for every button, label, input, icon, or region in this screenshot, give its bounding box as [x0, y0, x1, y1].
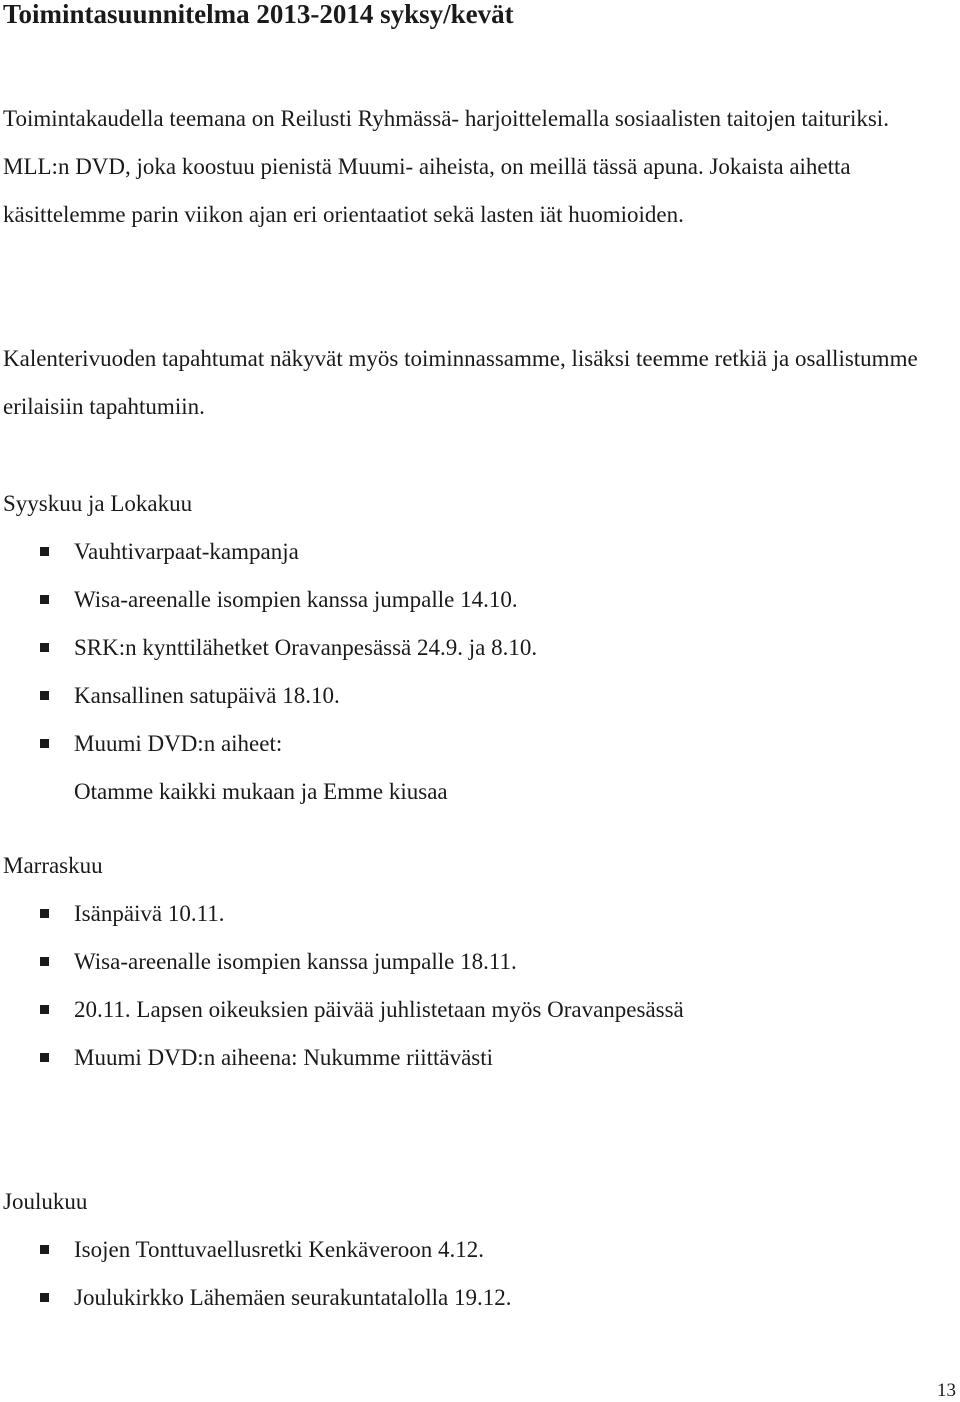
list-item-continuation: Otamme kaikki mukaan ja Emme kiusaa — [74, 779, 448, 804]
list-item — [0, 728, 448, 776]
list-item-text: Isojen Tonttuvaellusretki Kenkäveroon 4.12. — [74, 1237, 484, 1262]
list-item-text: 20.11. Lapsen oikeuksien päivää juhlistetaan myös Oravanpesässä — [74, 997, 684, 1022]
list-item — [0, 536, 448, 584]
list-item-text: SRK:n kynttilähetket Oravanpesässä 24.9. ja 8.10. — [74, 635, 538, 660]
list-item-text: Vauhtivarpaat-kampanja — [74, 539, 299, 564]
square-bullet-icon — [40, 643, 49, 652]
intro-paragraph: Toimintakaudella teemana on Reilusti Ryhmässä- harjoittelemalla sosiaalisten taitojen taituriksi. MLL:n DVD, joka koostuu pienistä Muumi- aiheista, on meillä tässä apuna. Jokaista aihetta käsittelemme parin viikon ajan eri orientaatiot sekä lasten iät huomioiden. — [3, 106, 889, 227]
square-bullet-icon — [40, 909, 49, 918]
page-number: 13 — [937, 1380, 956, 1401]
section-heading-marraskuu: Marraskuu — [3, 853, 103, 878]
square-bullet-icon — [40, 595, 49, 604]
square-bullet-icon — [40, 1245, 49, 1254]
section-heading-syyskuu-lokakuu: Syyskuu ja Lokakuu — [3, 491, 193, 516]
square-bullet-icon — [40, 739, 49, 748]
list-item-text: Muumi DVD:n aiheet: — [74, 731, 283, 756]
list-item-text: Muumi DVD:n aiheena: Nukumme riittävästi — [74, 1045, 494, 1070]
list-item-text: Kansallinen satupäivä 18.10. — [74, 683, 340, 708]
square-bullet-icon — [40, 547, 49, 556]
square-bullet-icon — [40, 1293, 49, 1302]
calendar-paragraph: Kalenterivuoden tapahtumat näkyvät myös toiminnassamme, lisäksi teemme retkiä ja osallistumme erilaisiin tapahtumiin. — [3, 346, 918, 419]
list-item-text: Joulukirkko Lähemäen seurakuntatalolla 19.12. — [74, 1285, 512, 1310]
list-item-text: Isänpäivä 10.11. — [74, 901, 225, 926]
list-item — [0, 680, 448, 728]
square-bullet-icon — [40, 957, 49, 966]
list-item — [0, 584, 518, 632]
list-item-text: Wisa-areenalle isompien kanssa jumpalle 14.10. — [74, 587, 518, 612]
section-list-syyskuu-lokakuu — [0, 536, 538, 824]
section-heading-joulukuu: Joulukuu — [3, 1189, 88, 1214]
square-bullet-icon — [40, 1053, 49, 1062]
list-item — [0, 632, 538, 680]
page-title: Toimintasuunnitelma 2013-2014 syksy/kevät — [3, 0, 514, 29]
square-bullet-icon — [40, 691, 49, 700]
square-bullet-icon — [40, 1005, 49, 1014]
list-item-text: Wisa-areenalle isompien kanssa jumpalle 18.11. — [74, 949, 517, 974]
